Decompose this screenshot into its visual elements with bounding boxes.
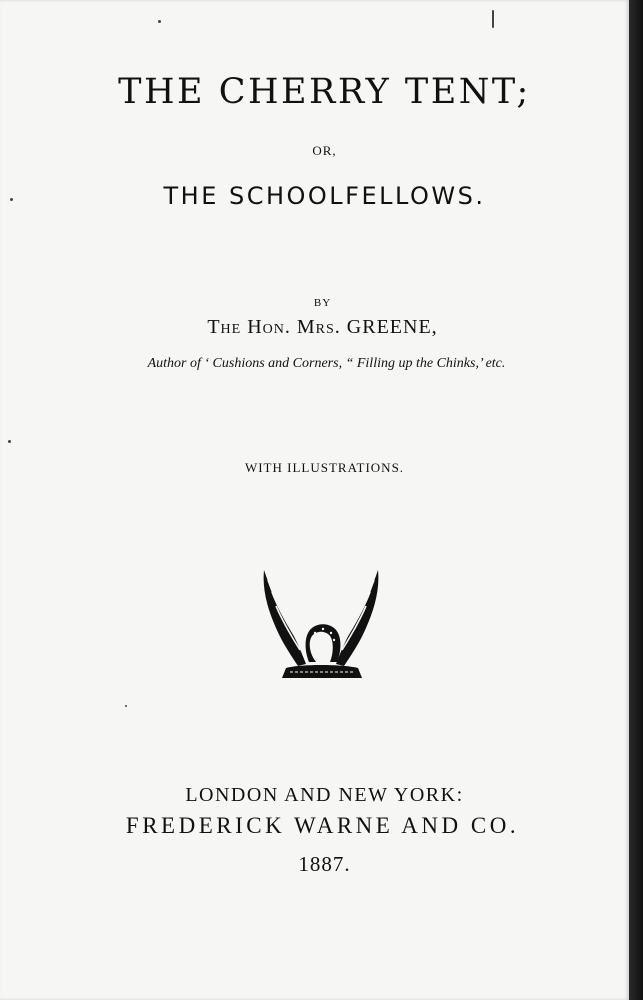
paper-speck [158, 20, 161, 23]
by-line: BY [313, 297, 332, 309]
author-name: GREENE, [346, 316, 438, 338]
paper-speck [8, 440, 11, 443]
book-title: THE CHERRY TENT; [118, 72, 531, 112]
paper-speck [10, 198, 13, 201]
author-prefix: The Hon. Mrs. [207, 316, 341, 338]
paper-speck [492, 10, 494, 28]
publication-place: LONDON AND NEW YORK: [185, 784, 464, 806]
winged-horseshoe-emblem [260, 568, 382, 684]
author-of-works: Author of ‘ Cushions and Corners, “ Filling up the Chinks,’ etc. [147, 356, 506, 371]
illustrations-note: WITH ILLUSTRATIONS. [244, 460, 405, 475]
author-line [8, 316, 637, 339]
page-edge [629, 0, 643, 1000]
alternate-title-connector: OR, [312, 143, 337, 158]
book-subtitle: THE SCHOOLFELLOWS. [163, 182, 486, 210]
publisher: FREDERICK WARNE AND CO. [125, 813, 520, 838]
paper-speck [125, 705, 127, 707]
publication-year: 1887. [298, 852, 351, 876]
